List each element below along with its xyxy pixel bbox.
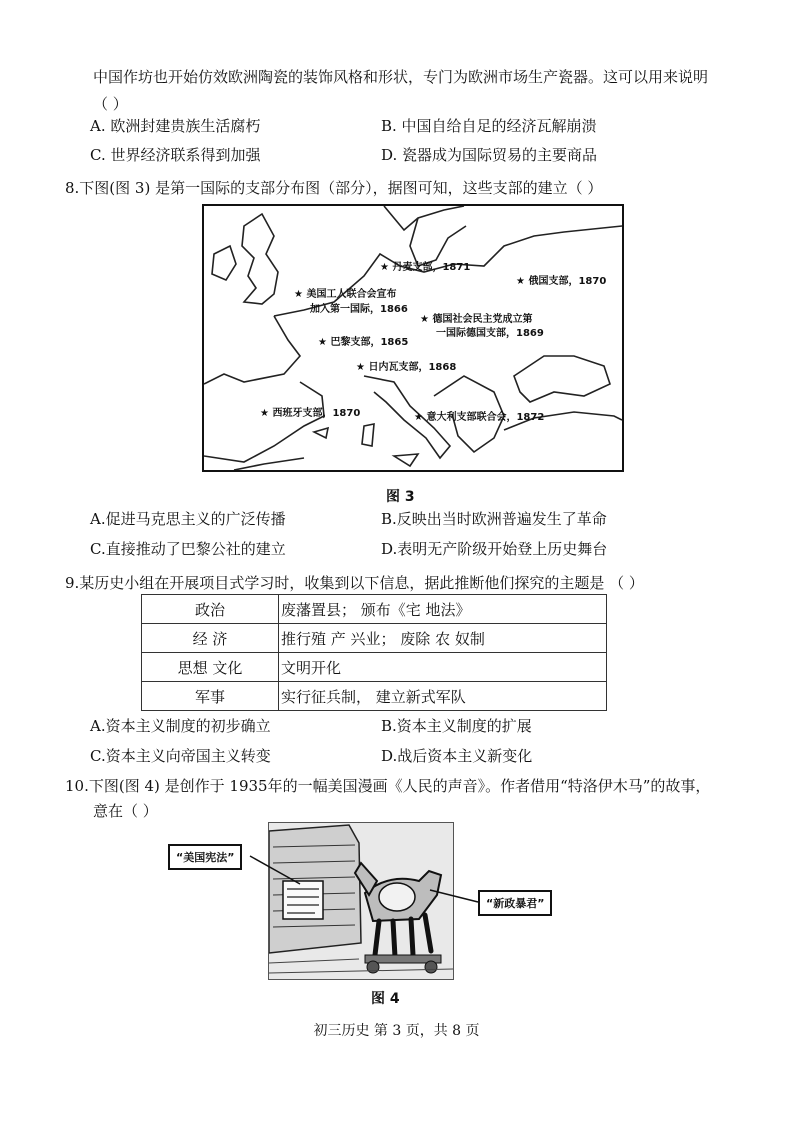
map-label-us: ★ 美国工人联合会宣布 — [294, 289, 397, 300]
q9-option-d: D.战后资本主义新变化 — [381, 747, 533, 765]
table-cell-key: 政治 — [142, 595, 279, 624]
map-label-germany: ★ 德国社会民主党成立第 — [420, 314, 533, 325]
table-cell-key: 经 济 — [142, 624, 279, 653]
first-international-map — [202, 204, 624, 472]
q8-option-d: D.表明无产阶级开始登上历史舞台 — [381, 540, 608, 558]
q10-stem-2: 意在（ ） — [93, 802, 158, 820]
q9-option-c: C.资本主义向帝国主义转变 — [90, 747, 271, 765]
map-label-germany-2: 一国际德国支部，1869 — [436, 328, 544, 339]
q9-info-table — [141, 594, 607, 711]
trojan-horse-cartoon — [268, 822, 454, 980]
map-label-paris: ★ 巴黎支部，1865 — [318, 337, 409, 348]
europe-map-outline — [204, 206, 622, 470]
map-label-denmark: ★ 丹麦支部，1871 — [380, 262, 471, 273]
figure-3-caption: 图 3 — [386, 489, 415, 505]
q9-stem: 9.某历史小组在开展项目式学习时，收集到以下信息，据此推断他们探究的主题是 （ ） — [65, 574, 644, 592]
q8-option-a: A.促进马克思主义的广泛传播 — [90, 510, 286, 528]
cartoon-tag-us-constitution: “美国宪法” — [168, 844, 242, 870]
table-row — [142, 653, 607, 682]
map-label-us-2: 加入第一国际，1866 — [310, 304, 408, 315]
map-label-russia: ★ 俄国支部，1870 — [516, 276, 607, 287]
q7-option-a: A. 欧洲封建贵族生活腐朽 — [90, 117, 261, 135]
q8-option-b: B.反映出当时欧洲普遍发生了革命 — [381, 510, 607, 528]
cartoon-drawing — [269, 823, 453, 979]
q7-option-b: B. 中国自给自足的经济瓦解崩溃 — [381, 117, 597, 135]
table-cell-value: 推行殖 产 兴业； 废除 农 奴制 — [279, 624, 607, 653]
q8-option-c: C.直接推动了巴黎公社的建立 — [90, 540, 286, 558]
map-label-spain: ★ 西班牙支部，1870 — [260, 408, 361, 419]
table-row — [142, 682, 607, 711]
q10-stem: 10.下图(图 4) 是创作于 1935年的一幅美国漫画《人民的声音》。作者借用“特洛伊木马”的故事， — [65, 777, 711, 795]
q9-option-b: B.资本主义制度的扩展 — [381, 717, 532, 735]
table-row — [142, 595, 607, 624]
table-cell-key: 军事 — [142, 682, 279, 711]
figure-4-caption: 图 4 — [371, 991, 400, 1007]
q7-blank: （ ） — [93, 95, 128, 113]
table-cell-value: 废藩置县； 颁布《宅 地法》 — [279, 595, 607, 624]
q7-option-d: D. 瓷器成为国际贸易的主要商品 — [381, 146, 598, 164]
q7-stem: 中国作坊也开始仿效欧洲陶瓷的装饰风格和形状，专门为欧洲市场生产瓷器。这可以用来说明 — [93, 68, 709, 86]
page-footer: 初三历史 第 3 页，共 8 页 — [313, 1023, 480, 1039]
cartoon-tag-new-deal-tyrant: “新政暴君” — [478, 890, 552, 916]
table-cell-value: 实行征兵制， 建立新式军队 — [279, 682, 607, 711]
q9-option-a: A.资本主义制度的初步确立 — [90, 717, 271, 735]
table-cell-key: 思想 文化 — [142, 653, 279, 682]
table-cell-value: 文明开化 — [279, 653, 607, 682]
map-label-geneva: ★ 日内瓦支部，1868 — [356, 362, 457, 373]
map-label-italy: ★ 意大利支部联合会，1872 — [414, 412, 545, 423]
q7-option-c: C. 世界经济联系得到加强 — [90, 146, 261, 164]
table-row — [142, 624, 607, 653]
q8-stem: 8.下图(图 3) 是第一国际的支部分布图（部分），据图可知，这些支部的建立（ ） — [65, 179, 603, 197]
